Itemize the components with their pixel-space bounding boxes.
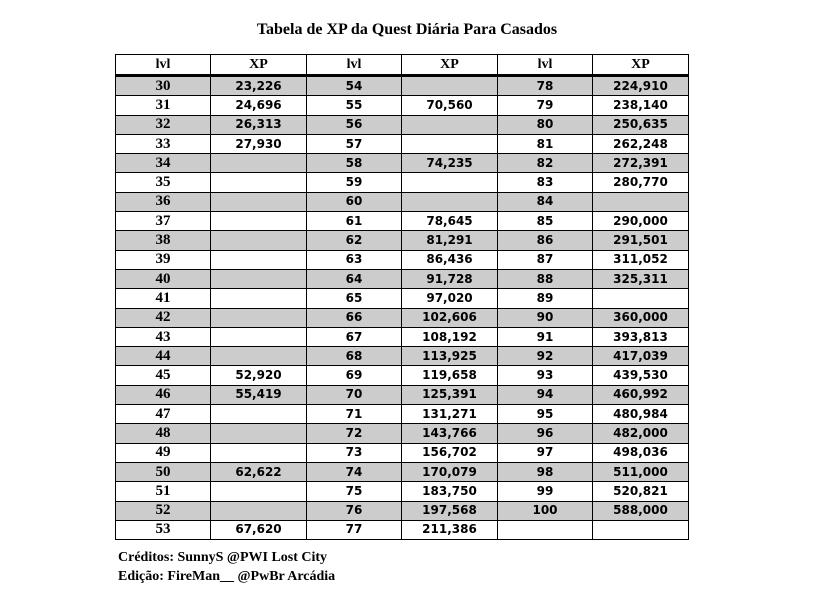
xp-cell xyxy=(402,192,498,211)
xp-cell: 290,000 xyxy=(593,212,689,231)
table-row xyxy=(116,347,689,366)
xp-cell: 67,620 xyxy=(211,520,307,539)
level-cell: 75 xyxy=(307,482,402,501)
xp-cell: 27,930 xyxy=(211,134,307,153)
xp-cell xyxy=(593,520,689,539)
table-row xyxy=(116,366,689,385)
xp-cell: 86,436 xyxy=(402,250,498,269)
xp-cell xyxy=(211,308,307,327)
level-cell: 57 xyxy=(307,134,402,153)
level-cell: 47 xyxy=(116,405,211,424)
table-row xyxy=(116,231,689,250)
table-row xyxy=(116,76,689,96)
level-cell: 55 xyxy=(307,96,402,115)
edition-line: Edição: FireMan__ @PwBr Arcádia xyxy=(118,569,336,584)
level-cell: 77 xyxy=(307,520,402,539)
xp-cell xyxy=(211,501,307,520)
xp-cell xyxy=(402,115,498,134)
xp-cell xyxy=(211,347,307,366)
level-cell: 67 xyxy=(307,327,402,346)
level-cell: 69 xyxy=(307,366,402,385)
level-cell: 96 xyxy=(498,424,593,443)
table-row xyxy=(116,443,689,462)
xp-cell: 224,910 xyxy=(593,76,689,96)
level-cell: 63 xyxy=(307,250,402,269)
xp-cell xyxy=(593,192,689,211)
level-cell: 36 xyxy=(116,192,211,211)
level-cell: 82 xyxy=(498,154,593,173)
level-cell: 87 xyxy=(498,250,593,269)
xp-cell xyxy=(402,173,498,192)
table-row xyxy=(116,424,689,443)
xp-cell: 70,560 xyxy=(402,96,498,115)
column-header-xp: XP xyxy=(211,55,307,76)
xp-cell: 417,039 xyxy=(593,347,689,366)
xp-cell: 511,000 xyxy=(593,462,689,481)
xp-cell: 74,235 xyxy=(402,154,498,173)
level-cell: 76 xyxy=(307,501,402,520)
level-cell: 48 xyxy=(116,424,211,443)
table-row xyxy=(116,212,689,231)
xp-cell xyxy=(211,212,307,231)
xp-cell xyxy=(402,76,498,96)
xp-cell: 52,920 xyxy=(211,366,307,385)
level-cell: 65 xyxy=(307,289,402,308)
level-cell: 37 xyxy=(116,212,211,231)
column-header-lvl: lvl xyxy=(307,55,402,76)
xp-cell: 393,813 xyxy=(593,327,689,346)
level-cell: 79 xyxy=(498,96,593,115)
level-cell: 99 xyxy=(498,482,593,501)
level-cell: 90 xyxy=(498,308,593,327)
level-cell: 60 xyxy=(307,192,402,211)
xp-cell: 91,728 xyxy=(402,269,498,288)
level-cell: 58 xyxy=(307,154,402,173)
xp-cell xyxy=(211,482,307,501)
xp-cell: 480,984 xyxy=(593,405,689,424)
level-cell: 54 xyxy=(307,76,402,96)
xp-cell xyxy=(211,424,307,443)
table-row xyxy=(116,192,689,211)
level-cell: 92 xyxy=(498,347,593,366)
xp-cell xyxy=(211,231,307,250)
xp-cell: 23,226 xyxy=(211,76,307,96)
xp-cell xyxy=(402,134,498,153)
level-cell: 40 xyxy=(116,269,211,288)
table-row xyxy=(116,405,689,424)
xp-cell: 520,821 xyxy=(593,482,689,501)
level-cell: 85 xyxy=(498,212,593,231)
xp-cell xyxy=(211,154,307,173)
level-cell: 89 xyxy=(498,289,593,308)
xp-cell: 113,925 xyxy=(402,347,498,366)
credits xyxy=(118,548,335,586)
table-row xyxy=(116,115,689,134)
xp-cell xyxy=(211,405,307,424)
level-cell: 78 xyxy=(498,76,593,96)
xp-cell: 26,313 xyxy=(211,115,307,134)
level-cell: 33 xyxy=(116,134,211,153)
xp-cell: 108,192 xyxy=(402,327,498,346)
column-header-lvl: lvl xyxy=(498,55,593,76)
level-cell: 64 xyxy=(307,269,402,288)
xp-cell: 325,311 xyxy=(593,269,689,288)
level-cell: 35 xyxy=(116,173,211,192)
xp-cell: 102,606 xyxy=(402,308,498,327)
credits-line: Créditos: SunnyS @PWI Lost City xyxy=(118,550,328,565)
level-cell: 66 xyxy=(307,308,402,327)
level-cell: 56 xyxy=(307,115,402,134)
level-cell: 34 xyxy=(116,154,211,173)
level-cell: 80 xyxy=(498,115,593,134)
level-cell: 73 xyxy=(307,443,402,462)
xp-cell: 211,386 xyxy=(402,520,498,539)
xp-cell: 97,020 xyxy=(402,289,498,308)
xp-cell: 156,702 xyxy=(402,443,498,462)
xp-cell: 588,000 xyxy=(593,501,689,520)
level-cell: 98 xyxy=(498,462,593,481)
xp-cell: 272,391 xyxy=(593,154,689,173)
xp-cell: 311,052 xyxy=(593,250,689,269)
level-cell: 95 xyxy=(498,405,593,424)
table-row xyxy=(116,289,689,308)
level-cell: 84 xyxy=(498,192,593,211)
level-cell: 45 xyxy=(116,366,211,385)
level-cell: 41 xyxy=(116,289,211,308)
level-cell: 49 xyxy=(116,443,211,462)
xp-cell: 78,645 xyxy=(402,212,498,231)
xp-cell: 498,036 xyxy=(593,443,689,462)
level-cell: 31 xyxy=(116,96,211,115)
xp-cell: 280,770 xyxy=(593,173,689,192)
xp-cell: 125,391 xyxy=(402,385,498,404)
xp-cell xyxy=(593,289,689,308)
table-row xyxy=(116,501,689,520)
table-header-row xyxy=(116,55,689,76)
xp-cell xyxy=(211,192,307,211)
table-row xyxy=(116,462,689,481)
xp-cell: 143,766 xyxy=(402,424,498,443)
xp-cell: 183,750 xyxy=(402,482,498,501)
level-cell: 91 xyxy=(498,327,593,346)
xp-cell xyxy=(211,289,307,308)
page-title: Tabela de XP da Quest Diária Para Casados xyxy=(256,21,558,38)
xp-cell: 119,658 xyxy=(402,366,498,385)
xp-cell xyxy=(211,443,307,462)
xp-cell: 439,530 xyxy=(593,366,689,385)
level-cell: 94 xyxy=(498,385,593,404)
level-cell: 74 xyxy=(307,462,402,481)
xp-cell: 170,079 xyxy=(402,462,498,481)
table-row xyxy=(116,134,689,153)
xp-cell xyxy=(211,327,307,346)
level-cell: 68 xyxy=(307,347,402,366)
level-cell: 50 xyxy=(116,462,211,481)
level-cell: 83 xyxy=(498,173,593,192)
level-cell: 46 xyxy=(116,385,211,404)
column-header-lvl: lvl xyxy=(116,55,211,76)
table-row xyxy=(116,520,689,539)
xp-cell: 55,419 xyxy=(211,385,307,404)
xp-cell: 81,291 xyxy=(402,231,498,250)
xp-cell: 262,248 xyxy=(593,134,689,153)
xp-cell: 482,000 xyxy=(593,424,689,443)
level-cell: 30 xyxy=(116,76,211,96)
level-cell: 100 xyxy=(498,501,593,520)
level-cell: 93 xyxy=(498,366,593,385)
xp-table xyxy=(115,54,689,540)
level-cell: 38 xyxy=(116,231,211,250)
level-cell: 44 xyxy=(116,347,211,366)
xp-cell: 360,000 xyxy=(593,308,689,327)
xp-cell: 24,696 xyxy=(211,96,307,115)
level-cell: 59 xyxy=(307,173,402,192)
level-cell: 62 xyxy=(307,231,402,250)
level-cell: 51 xyxy=(116,482,211,501)
column-header-xp: XP xyxy=(593,55,689,76)
level-cell: 32 xyxy=(116,115,211,134)
xp-cell: 197,568 xyxy=(402,501,498,520)
level-cell: 81 xyxy=(498,134,593,153)
table-row xyxy=(116,154,689,173)
level-cell: 88 xyxy=(498,269,593,288)
xp-cell: 250,635 xyxy=(593,115,689,134)
xp-cell: 238,140 xyxy=(593,96,689,115)
level-cell: 53 xyxy=(116,520,211,539)
level-cell: 42 xyxy=(116,308,211,327)
level-cell: 97 xyxy=(498,443,593,462)
xp-cell xyxy=(211,269,307,288)
level-cell: 72 xyxy=(307,424,402,443)
table-row xyxy=(116,327,689,346)
level-cell: 70 xyxy=(307,385,402,404)
table-row xyxy=(116,308,689,327)
table-row xyxy=(116,269,689,288)
xp-cell: 62,622 xyxy=(211,462,307,481)
table-row xyxy=(116,173,689,192)
table-row xyxy=(116,250,689,269)
level-cell: 71 xyxy=(307,405,402,424)
xp-cell: 291,501 xyxy=(593,231,689,250)
level-cell xyxy=(498,520,593,539)
level-cell: 39 xyxy=(116,250,211,269)
xp-cell xyxy=(211,173,307,192)
table-row xyxy=(116,96,689,115)
table-row xyxy=(116,482,689,501)
column-header-xp: XP xyxy=(402,55,498,76)
xp-cell xyxy=(211,250,307,269)
level-cell: 86 xyxy=(498,231,593,250)
level-cell: 61 xyxy=(307,212,402,231)
xp-cell: 460,992 xyxy=(593,385,689,404)
table-row xyxy=(116,385,689,404)
xp-cell: 131,271 xyxy=(402,405,498,424)
level-cell: 52 xyxy=(116,501,211,520)
level-cell: 43 xyxy=(116,327,211,346)
table-body xyxy=(116,76,689,540)
